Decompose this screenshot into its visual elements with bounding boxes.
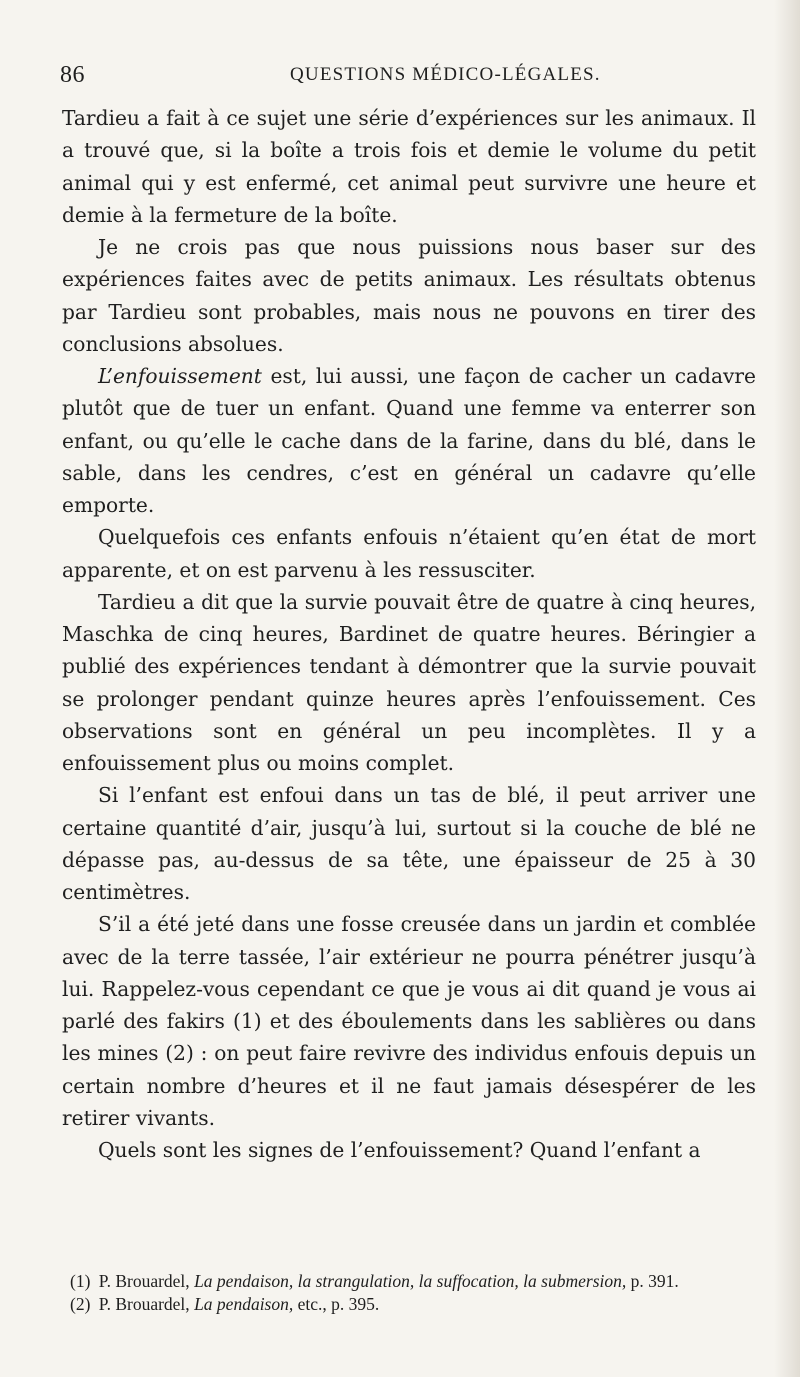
- footnotes: [62, 1270, 756, 1316]
- page-edge-shadow: [774, 0, 800, 1377]
- paragraph-text: est, lui aussi, une façon de cacher un cadavre plutôt que de tuer un enfant. Quand une femme va enterrer son enfant, ou qu’elle le cache dans de la farine, dans du blé, dans le sable, dans les cendres, c’est en général un cadavre qu’elle emporte.: [62, 364, 756, 517]
- footnote-title: La pendaison,: [194, 1294, 294, 1314]
- footnote-1: [62, 1270, 756, 1293]
- footnote-author: P. Brouardel,: [98, 1271, 190, 1291]
- footnote-rest: etc., p. 395.: [297, 1294, 380, 1314]
- page-header: [60, 62, 760, 92]
- paragraph-text: S’il a été jeté dans une fosse creusée dans un jardin et comblée avec de la terre tassée, l’air extérieur ne pourra pénétrer jusqu’à lui. Rappelez-vous cependant ce que je vous ai dit quand je vous ai parlé des fakirs (1) et des éboulements dans les sablières ou dans les mines (2) : on peut faire revivre des individus enfouis depuis un certain nombre d’heures et il ne faut jamais désespérer de les retirer vivants.: [62, 912, 756, 1130]
- paragraph-text: Quelquefois ces enfants enfouis n’étaient qu’en état de mort apparente, et on est parvenu à les ressusciter.: [62, 525, 756, 582]
- footnote-2: [62, 1293, 756, 1316]
- paragraph-text: Tardieu a dit que la survie pouvait être de quatre à cinq heures, Maschka de cinq heures, Bardinet de quatre heures. Béringier a publié des expériences tendant à démontrer que la survie pouvait se prolonger pendant quinze heures après l’enfouissement. Ces observations sont en général un peu incomplètes. Il y a enfouissement plus ou moins complet.: [62, 589, 756, 775]
- paragraph-text: Quels sont les signes de l’enfouissement? Quand l’enfant a: [98, 1138, 701, 1162]
- paragraph-4: [62, 521, 756, 586]
- page-number: 86: [60, 62, 85, 88]
- paragraph-2: [62, 231, 756, 360]
- paragraph-5: [62, 586, 756, 780]
- paragraph-3: [62, 360, 756, 521]
- paragraph-1: [62, 102, 756, 231]
- paragraph-text: Tardieu a fait à ce sujet une série d’expériences sur les animaux. Il a trouvé que, si la boîte a trois fois et demie le volume du petit animal qui y est enfermé, cet animal peut survivre une heure et demie à la fermeture de la boîte.: [62, 106, 756, 227]
- paragraph-6: [62, 779, 756, 908]
- italic-term: L’enfouissement: [98, 364, 262, 388]
- footnote-number: (2): [70, 1294, 91, 1314]
- footnote-author: P. Brouardel,: [98, 1294, 190, 1314]
- footnote-title: La pendaison, la strangulation, la suffocation, la submersion,: [194, 1271, 627, 1291]
- running-head: QUESTIONS MÉDICO-LÉGALES.: [290, 64, 601, 85]
- footnote-number: (1): [70, 1271, 91, 1291]
- paragraph-text: Je ne crois pas que nous puissions nous baser sur des expériences faites avec de petits animaux. Les résultats obtenus par Tardieu sont probables, mais nous ne pouvons en tirer des conclusions absolues.: [62, 235, 756, 356]
- paragraph-text: Si l’enfant est enfoui dans un tas de blé, il peut arriver une certaine quantité d’air, jusqu’à lui, surtout si la couche de blé ne dépasse pas, au-dessus de sa tête, une épaisseur de 25 à 30 centimètres.: [62, 783, 756, 904]
- footnote-rest: p. 391.: [630, 1271, 679, 1291]
- paragraph-7: [62, 908, 756, 1134]
- paragraph-8: [62, 1134, 756, 1166]
- body-text: [62, 102, 756, 1166]
